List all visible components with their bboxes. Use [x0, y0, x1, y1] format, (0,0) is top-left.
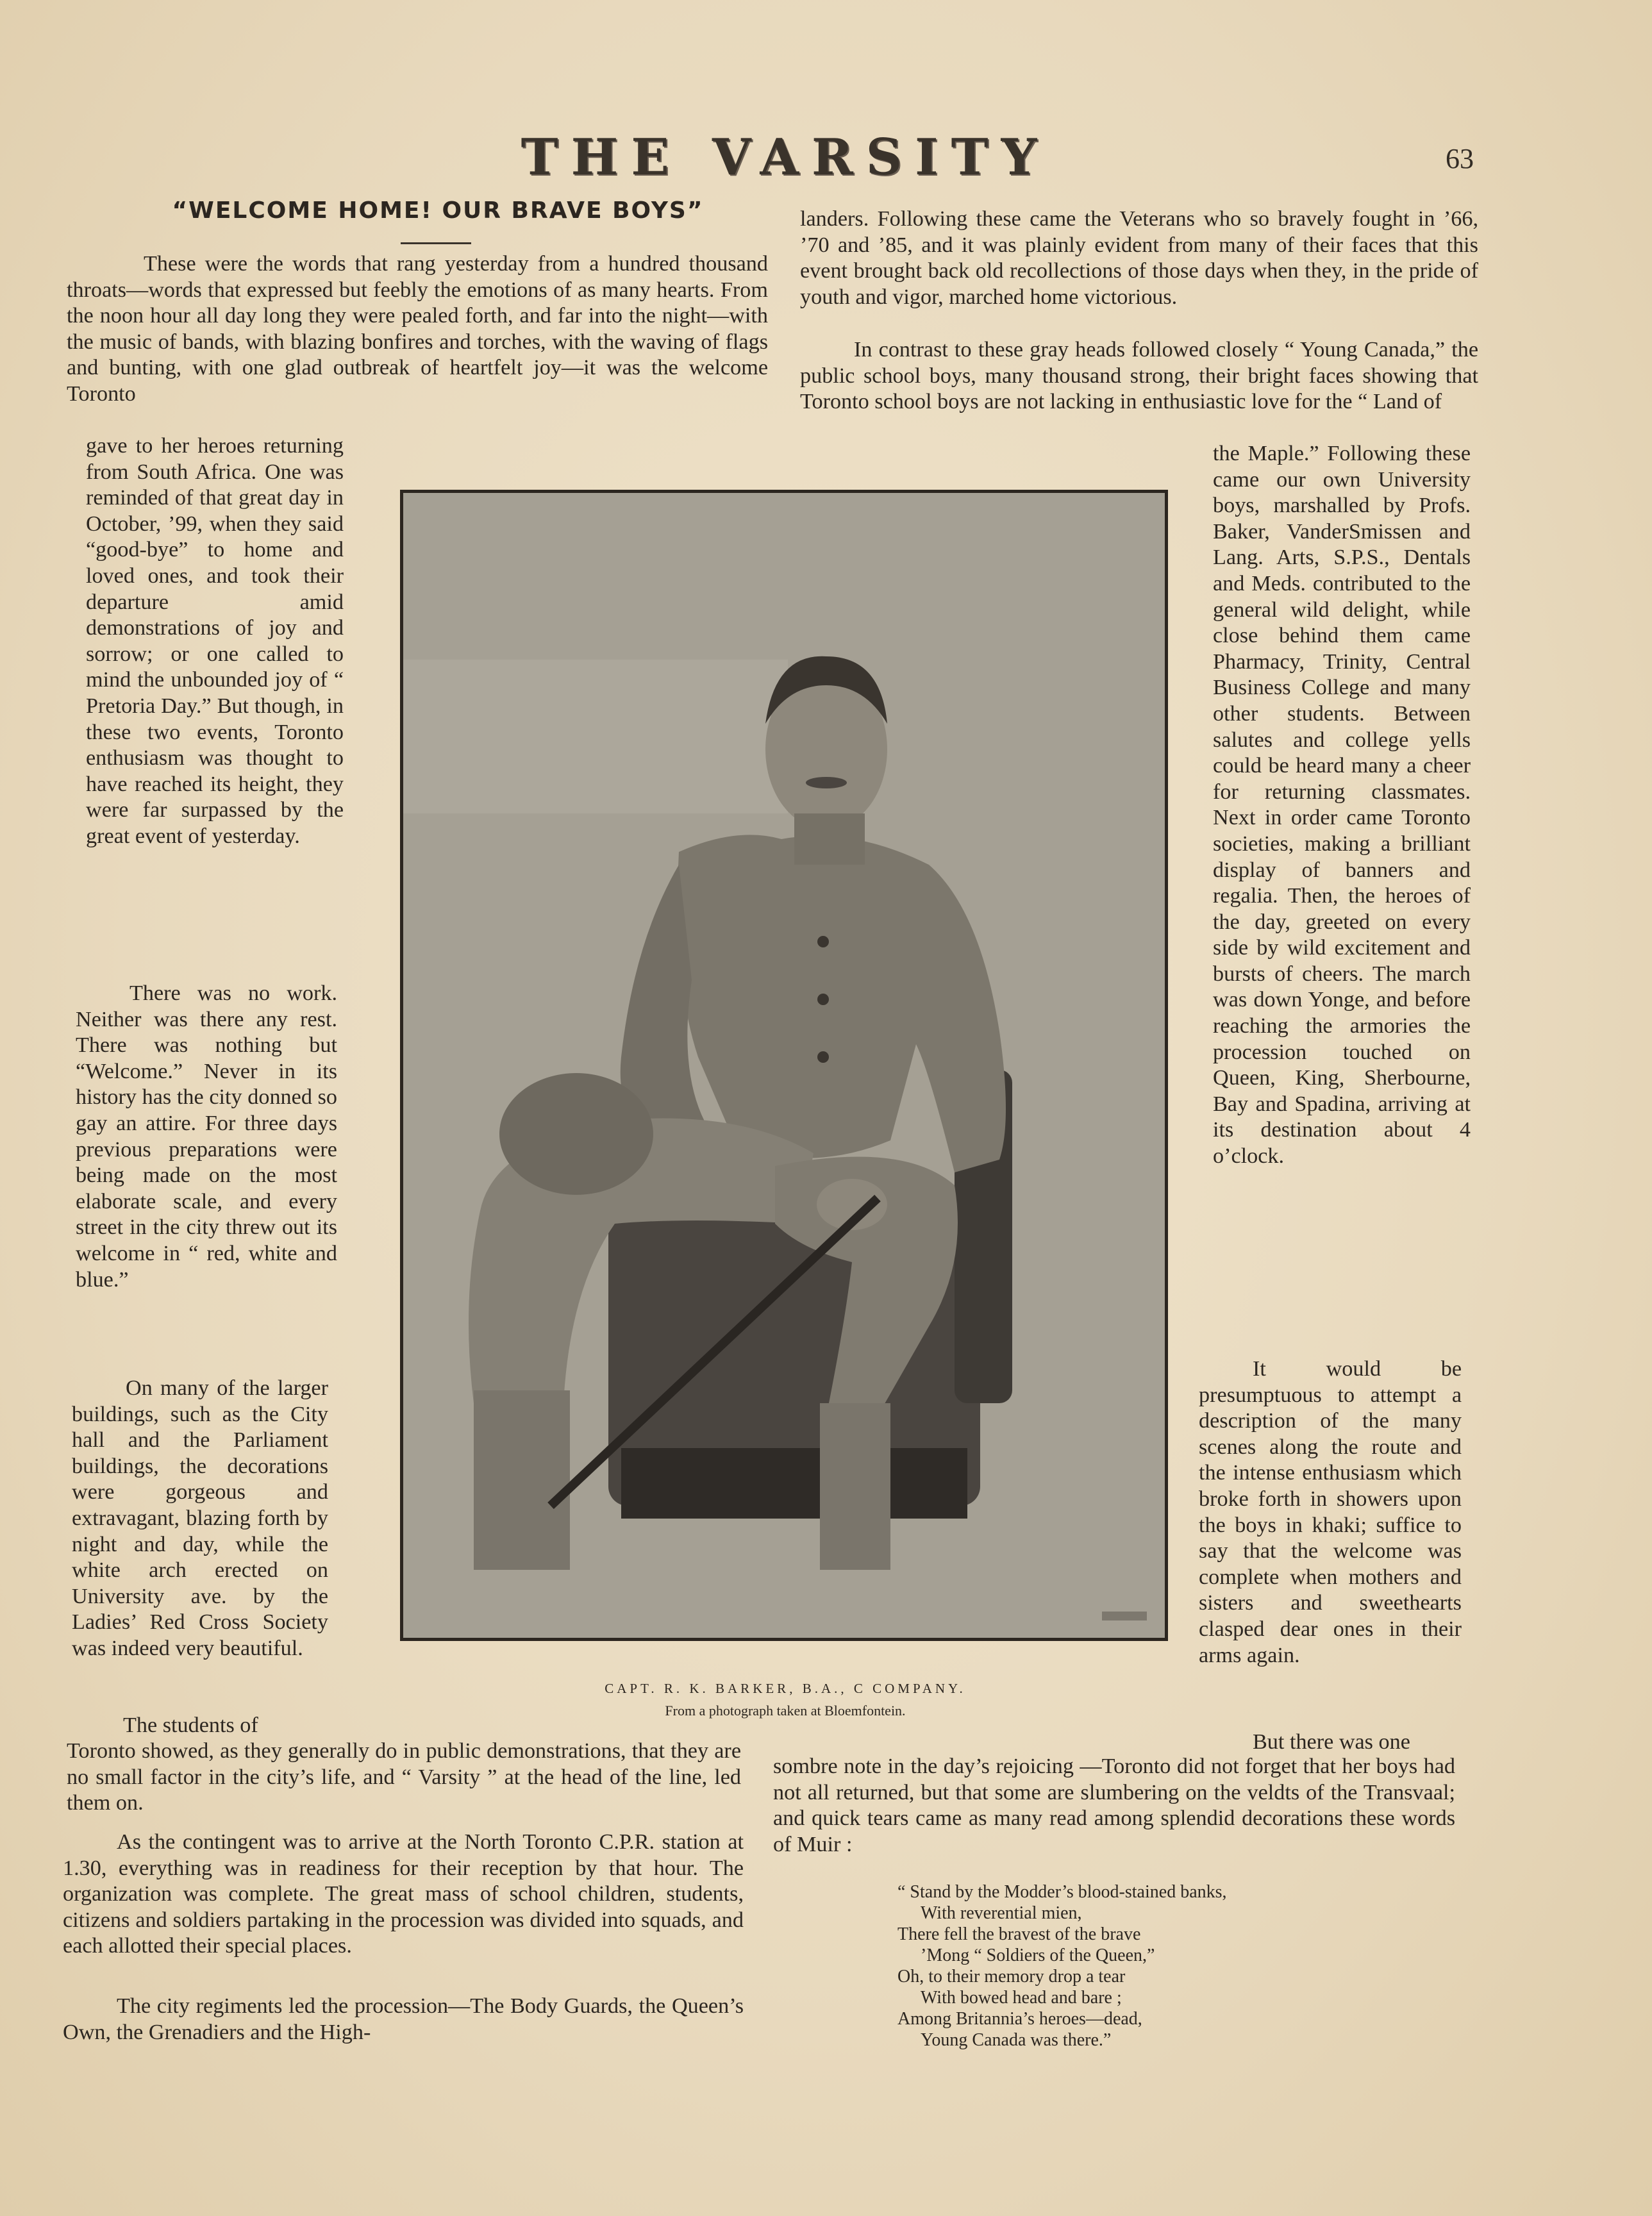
- masthead: THE VARSITY: [521, 128, 1050, 187]
- paragraph-narrow-2: There was no work. Neither was there any rest. There was nothing but “Welcome.” Never in its history has the city donned so gay an attire. For three days previous preparations were being made on the most elaborate scale, and every street in the city threw out its welcome in “ red, white and blue.”: [76, 981, 337, 1292]
- paragraph-narrow-right-1: the Maple.” Following these came our own University boys, marshalled by Profs. Baker, VanderSmissen and Lang. Arts, S.P.S., Dentals and Meds. contributed to the general wild delight, while close behind them came Pharmacy, Trinity, Central Business College and many other students. Between salutes and college yells could be heard many a cheer for returning classmates. Next in order came Toronto societies, making a brilliant display of banners and regalia. Then, the heroes of the day, greeted on every side by wild excitement and bursts of cheers. The march was down Yonge, and before reaching the armories the procession touched on Queen, King, Sherbourne, Bay and Spadina, arriving at its destination about 4 o’clock.: [1213, 442, 1471, 1169]
- paragraph-narrow-3: On many of the larger buildings, such as the City hall and the Parliament buildings, the decorations were gorgeous and extravagant, blazing forth by night and day, while the white arch erected on University ave. by the Ladies’ Red Cross Society was indeed very beautiful.: [72, 1376, 328, 1660]
- poem-line: ’Mong “ Soldiers of the Queen,”: [921, 1945, 1155, 1965]
- paragraph-sombre-note: sombre note in the day’s rejoicing —Toronto did not forget that her boys had not all returned, but that some are slumbering on the veldts of the Transvaal; and quick tears came as many read among splendid decorations these words of Muir :: [773, 1754, 1455, 1856]
- page-number: 63: [1446, 143, 1474, 174]
- poem-line: Oh, to their memory drop a tear: [897, 1967, 1126, 1987]
- title-divider: [401, 242, 471, 244]
- poem-line: “ Stand by the Modder’s blood-stained banks,: [897, 1882, 1227, 1902]
- portrait-photograph: [400, 490, 1168, 1641]
- paragraph-narrow-1: gave to her heroes returning from South Africa. One was reminded of that great day in October, ’99, when they said “good-bye” to home and loved ones, and took their departure amid demonstrations of joy and sorrow; or one called to mind the unbounded joy of “ Pretoria Day.” But though, in these two events, Toronto enthusiasm was thought to have reached its height, they were far surpassed by the great event of yesterday.: [86, 434, 344, 848]
- paragraph-regiments: The city regiments led the procession—The Body Guards, the Queen’s Own, the Grenadiers and the High-: [63, 1994, 744, 2044]
- paragraph-narrow-4: The students of: [123, 1713, 258, 1737]
- article-title: “WELCOME HOME! OUR BRAVE BOYS”: [172, 197, 704, 224]
- poem-line: Among Britannia’s heroes—dead,: [897, 2009, 1142, 2029]
- poem-line: With bowed head and bare ;: [921, 1988, 1122, 2008]
- photo-caption-name: CAPT. R. K. BARKER, B.A., C COMPANY.: [605, 1681, 966, 1696]
- paragraph-contingent: As the contingent was to arrive at the North Toronto C.P.R. station at 1.30, everything was in readiness for their reception by that hour. The organization was complete. The great mass of school children, students, citizens and soldiers partaking in the procession was divided into squads, and each allotted their special places.: [63, 1830, 744, 1958]
- paragraph-landers: landers. Following these came the Veterans who so bravely fought in ’66, ’70 and ’85, and it was plainly evident from many of their faces that this event brought back old recollections of those days when they, in the pride of youth and vigor, marched home victorious.: [800, 207, 1478, 309]
- paragraph-narrow-right-3: But there was one: [1253, 1730, 1410, 1754]
- poem: [897, 1881, 1346, 2051]
- poem-line: There fell the bravest of the brave: [897, 1924, 1141, 1944]
- paragraph-intro: These were the words that rang yesterday from a hundred thousand throats—words that expressed but feebly the emotions of as many hearts. From the noon hour all day long they were pealed forth, and far into the night—with the music of bands, with blazing bonfires and torches, with the waving of flags and bunting, with one glad outbreak of heartfelt joy—it was the welcome Toronto: [67, 252, 768, 406]
- portrait-illustration: [403, 493, 1165, 1638]
- paragraph-young-canada: In contrast to these gray heads followed closely “ Young Canada,” the public school boys, many thousand strong, their bright faces showing that Toronto school boys are not lacking in enthusiastic love for the “ Land of: [800, 338, 1478, 414]
- paragraph-students: Toronto showed, as they generally do in public demonstrations, that they are no small factor in the city’s life, and “ Varsity ” at the head of the line, led them on.: [67, 1739, 741, 1815]
- poem-line: With reverential mien,: [921, 1903, 1082, 1923]
- paragraph-narrow-right-2: It would be presumptuous to attempt a description of the many scenes along the route and the intense enthusiasm which broke forth in showers upon the boys in khaki; suffice to say that the welcome was complete when mothers and sisters and sweethearts clasped dear ones in their arms again.: [1199, 1357, 1462, 1667]
- photo-caption-source: From a photograph taken at Bloemfontein.: [665, 1703, 906, 1719]
- poem-line: Young Canada was there.”: [921, 2030, 1112, 2050]
